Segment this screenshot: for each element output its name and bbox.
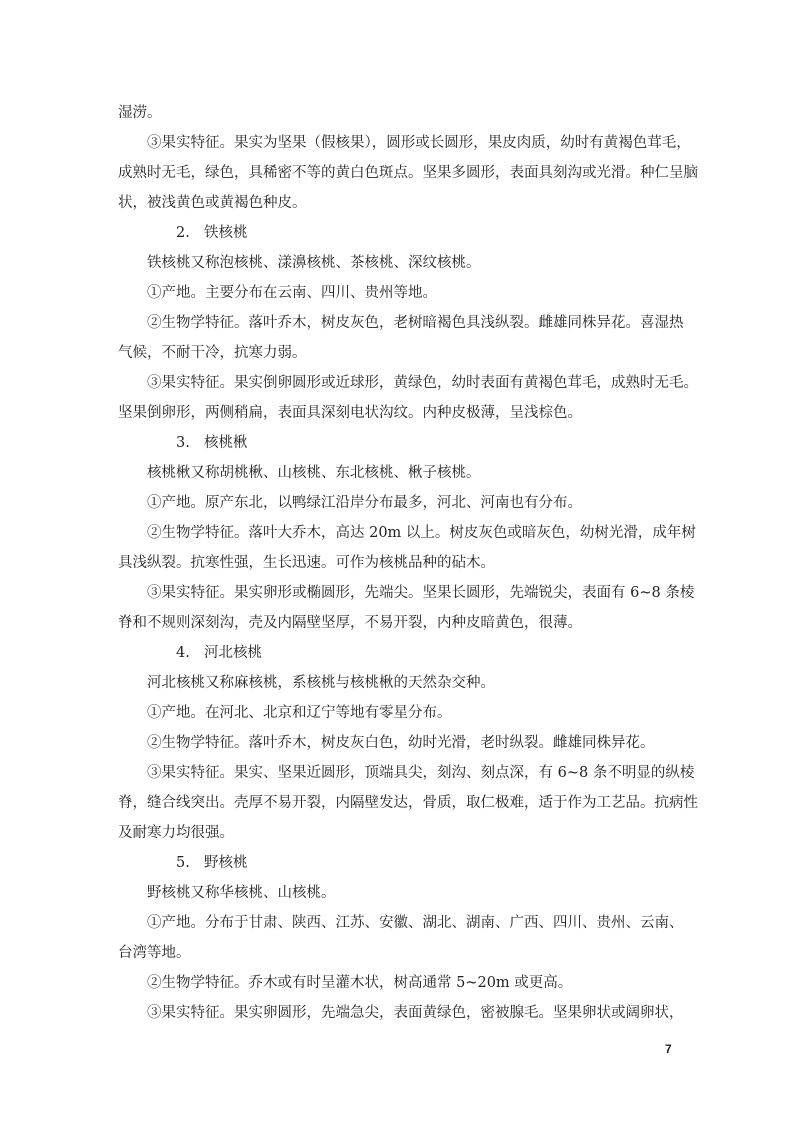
- text-line: ②生物学特征。落叶乔木，树皮灰色，老树暗褐色具浅纵裂。雌雄同株异花。喜湿热: [147, 315, 684, 331]
- text-line: 铁核桃又称泡核桃、漾濞核桃、茶核桃、深纹核桃。: [147, 255, 481, 271]
- text-line: 脊，缝合线突出。壳厚不易开裂，内隔壁发达，骨质，取仁极难，适于作为工艺品。抗病性: [118, 795, 698, 811]
- text-line: 具浅纵裂。抗寒性强，生长迅速。可作为核桃品种的砧木。: [118, 555, 495, 571]
- section-heading: [118, 848, 681, 878]
- text-line: ③果实特征。果实卵形或椭圆形，先端尖。坚果长圆形，先端锐尖，表面有 6~8 条棱: [147, 585, 695, 601]
- text-line: ③果实特征。果实为坚果（假核果），圆形或长圆形，果皮肉质，幼时有黄褐色茸毛，: [147, 135, 691, 151]
- section-number: 4.: [176, 645, 190, 661]
- body-text: [118, 98, 698, 1028]
- text-line: 气候，不耐干冷，抗寒力弱。: [118, 345, 307, 361]
- text-line: 台湾等地。: [118, 945, 191, 961]
- text-line: ③果实特征。果实倒卵圆形或近球形，黄绿色，幼时表面有黄褐色茸毛，成熟时无毛。: [147, 375, 698, 391]
- text-line: 及耐寒力均很强。: [118, 825, 234, 841]
- text-line: 河北核桃又称麻核桃，系核桃与核桃楸的天然杂交种。: [147, 675, 495, 691]
- section-title: 野核桃: [204, 855, 248, 871]
- page-number: 7: [665, 1042, 672, 1056]
- text-line: ①产地。原产东北，以鸭绿江沿岸分布最多，河北、河南也有分布。: [147, 495, 582, 511]
- section-heading: [118, 638, 681, 668]
- text-line: ③果实特征。果实卵圆形，先端急尖，表面黄绿色，密被腺毛。坚果卵状或阔卵状，: [147, 1005, 684, 1021]
- text-line: ①产地。分布于甘肃、陕西、江苏、安徽、湖北、湖南、广西、四川、贵州、云南、: [147, 915, 684, 931]
- text-line: ①产地。主要分布在云南、四川、贵州等地。: [147, 285, 437, 301]
- text-line: 状，被浅黄色或黄褐色种皮。: [118, 195, 307, 211]
- section-heading: [118, 218, 681, 248]
- text-line: 野核桃又称华核桃、山核桃。: [147, 885, 336, 901]
- text-line: 核桃楸又称胡桃楸、山核桃、东北核桃、楸子核桃。: [147, 465, 481, 481]
- text-line: ①产地。在河北、北京和辽宁等地有零星分布。: [147, 705, 452, 721]
- section-title: 河北核桃: [204, 645, 262, 661]
- text-line: 成熟时无毛，绿色，具稀密不等的黄白色斑点。坚果多圆形，表面具刻沟或光滑。种仁呈脑: [118, 165, 698, 181]
- text-line: ②生物学特征。落叶乔木，树皮灰白色，幼时光滑，老时纵裂。雌雄同株异花。: [147, 735, 655, 751]
- text-line: 坚果倒卵形，两侧稍扁，表面具深刻电状沟纹。内种皮极薄，呈浅棕色。: [118, 405, 582, 421]
- section-title: 核桃楸: [204, 435, 248, 451]
- text-line: 湿涝。: [118, 105, 162, 121]
- text-line: ②生物学特征。落叶大乔木，高达 20m 以上。树皮灰色或暗灰色，幼树光滑，成年树: [147, 525, 696, 541]
- text-line: 脊和不规则深刻沟，壳及内隔壁坚厚，不易开裂，内种皮暗黄色，很薄。: [118, 615, 582, 631]
- section-heading: [118, 428, 681, 458]
- section-title: 铁核桃: [204, 225, 248, 241]
- text-line: ②生物学特征。乔木或有时呈灌木状，树高通常 5~20m 或更高。: [147, 975, 573, 991]
- text-line: ③果实特征。果实、坚果近圆形，顶端具尖，刻沟、刻点深，有 6~8 条不明显的纵棱: [147, 765, 695, 781]
- section-number: 3.: [176, 435, 190, 451]
- section-number: 2.: [176, 225, 190, 241]
- section-number: 5.: [176, 855, 190, 871]
